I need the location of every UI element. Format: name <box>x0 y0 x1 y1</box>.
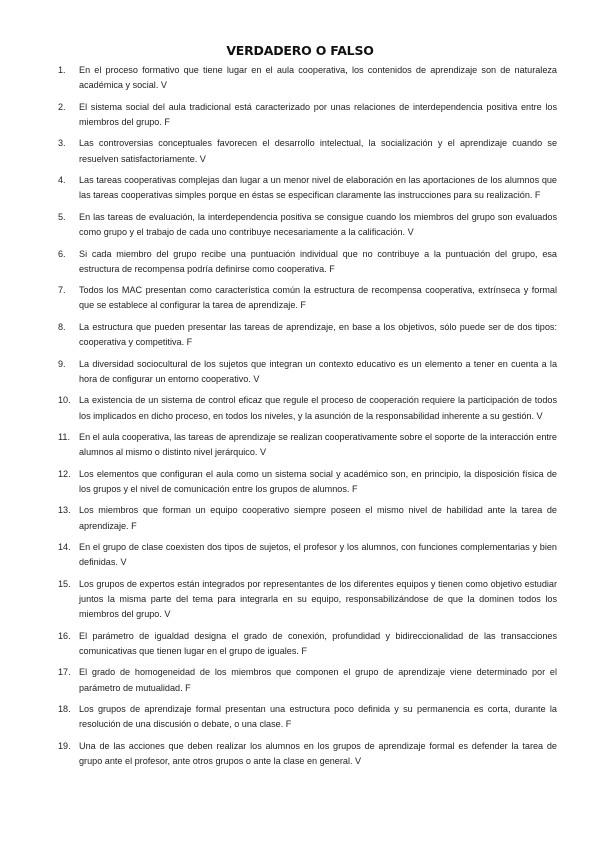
item-text: El grado de homogeneidad de los miembros que componen el grupo de aprendizaje viene determinado por el parámetro de mutualidad. F <box>79 667 557 693</box>
list-item <box>58 173 557 203</box>
list-item <box>58 739 557 769</box>
list-item <box>58 136 557 166</box>
item-text: Los grupos de aprendizaje formal presentan una estructura poco definida y su permanencia es corta, durante la resolución de una discusión o debate, o una clase. F <box>79 704 557 730</box>
list-item <box>58 283 557 313</box>
item-number: 8. <box>58 321 66 332</box>
item-number: 11. <box>58 432 70 443</box>
list-item <box>58 629 557 659</box>
list-item <box>58 503 557 533</box>
item-number: 19. <box>58 740 71 751</box>
list-item <box>58 577 557 623</box>
item-number: 18. <box>58 704 71 715</box>
item-text: En el aula cooperativa, las tareas de aprendizaje se realizan cooperativamente sobre el soporte de la interacción entre alumnos al mismo o distinto nivel jerárquico. V <box>79 432 557 458</box>
item-text: En el proceso formativo que tiene lugar en el aula cooperativa, los contenidos de aprendizaje son de naturaleza académica y social. V <box>79 65 557 91</box>
list-item <box>58 357 557 387</box>
item-number: 15. <box>58 578 71 589</box>
list-item <box>58 540 557 570</box>
item-number: 14. <box>58 542 71 553</box>
list-item <box>58 320 557 350</box>
list-item <box>58 210 557 240</box>
item-text: Los miembros que forman un equipo cooperativo siempre poseen el mismo nivel de habilidad ante la tarea de aprendizaje. F <box>79 505 557 531</box>
item-number: 9. <box>58 358 66 369</box>
item-text: Si cada miembro del grupo recibe una puntuación individual que no contribuye a la puntuación del grupo, esa estructura de recompensa podría definirse como cooperativa. F <box>79 248 557 274</box>
item-text: Una de las acciones que deben realizar los alumnos en los grupos de aprendizaje formal es defender la tarea de grupo ante el profesor, ante otros grupos o ante la clase en general. V <box>79 740 557 767</box>
item-text: Los grupos de expertos están integrados por representantes de los diferentes equipos y tienen como objetivo estudiar juntos la misma parte del tema para integrarla en su equipo, responsabilizándose de que la dominen todos los miembros del grupo. V <box>79 578 557 620</box>
page-title: VERDADERO O FALSO <box>226 43 374 58</box>
item-number: 4. <box>58 175 66 186</box>
item-text: Las tareas cooperativas complejas dan lugar a un menor nivel de elaboración en las aportaciones de los alumnos que las tareas cooperativas simples porque en éstas se especifican claramente las instrucciones para su realización. F <box>79 175 557 201</box>
list-item <box>58 702 557 732</box>
list-item <box>58 63 557 93</box>
item-text: Todos los MAC presentan como característica común la estructura de recompensa cooperativa, extrínseca y formal que se establece al configurar la tarea de aprendizaje. F <box>79 285 557 311</box>
item-number: 16. <box>58 630 71 641</box>
item-text: El sistema social del aula tradicional está caracterizado por unas relaciones de interdependencia positiva entre los miembros del grupo. F <box>79 101 557 127</box>
item-number: 5. <box>58 211 66 222</box>
item-number: 10. <box>58 395 71 406</box>
item-text: En las tareas de evaluación, la interdependencia positiva se consigue cuando los miembros del grupo son evaluados como grupo y el trabajo de cada uno contribuye necesariamente a la calificación. V <box>79 211 557 238</box>
list-item <box>58 247 557 277</box>
list-item <box>58 100 557 130</box>
item-text: Los elementos que configuran el aula como un sistema social y académico son, en principio, la disposición física de los grupos y el nivel de comunicación entre los grupos de alumnos. F <box>79 468 557 494</box>
list-item <box>58 467 557 497</box>
item-text: La estructura que pueden presentar las tareas de aprendizaje, en base a los objetivos, sólo puede ser de dos tipos: cooperativa y competitiva. F <box>79 321 557 348</box>
list-item <box>58 665 557 695</box>
list-item <box>58 430 557 460</box>
question-list <box>58 63 557 776</box>
item-number: 13. <box>58 505 71 516</box>
item-text: La existencia de un sistema de control eficaz que regule el proceso de cooperación requiere la participación de todos los implicados en dicho proceso, en todos los niveles, y la asunción de la responsabilidad inherente a su gestión. V <box>79 395 557 421</box>
item-number: 6. <box>58 248 66 259</box>
list-item <box>58 393 557 423</box>
item-number: 2. <box>58 101 66 112</box>
item-number: 7. <box>58 285 66 296</box>
item-text: Las controversias conceptuales favorecen el desarrollo intelectual, la socialización y el aprendizaje cuando se resuelven satisfactoriamente. V <box>79 138 557 164</box>
item-text: La diversidad sociocultural de los sujetos que integran un contexto educativo es un elemento a tener en cuenta a la hora de configurar un entorno cooperativo. V <box>79 358 557 384</box>
item-text: El parámetro de igualdad designa el grado de conexión, profundidad y bidireccionalidad de las transacciones comunicativas que tienen lugar en el grupo de iguales. F <box>79 630 557 656</box>
item-text: En el grupo de clase coexisten dos tipos de sujetos, el profesor y los alumnos, con funciones complementarias y bien definidas. V <box>79 542 557 568</box>
item-number: 12. <box>58 468 71 479</box>
item-number: 3. <box>58 138 66 149</box>
item-number: 1. <box>58 65 66 75</box>
item-number: 17. <box>58 667 71 678</box>
